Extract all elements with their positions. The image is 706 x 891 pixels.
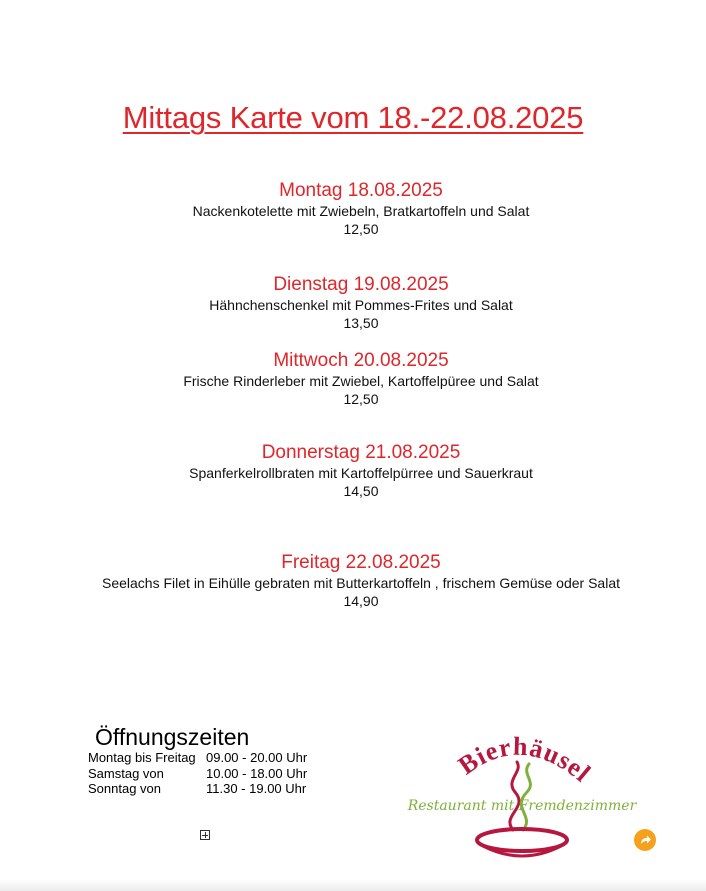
steam-swirl	[521, 764, 530, 830]
dish-price: 12,50	[343, 391, 379, 407]
share-button[interactable]	[634, 829, 656, 851]
hours-time: 10.00 - 18.00 Uhr	[206, 765, 308, 781]
menu-title: Mittags Karte vom 18.-22.08.2025	[122, 100, 584, 135]
day-thursday	[0, 442, 706, 500]
opening-hours	[88, 724, 307, 797]
hours-row	[88, 766, 307, 782]
day-name: Donnerstag 21.08.2025	[261, 442, 461, 463]
opening-hours-title: Öffnungszeiten	[95, 724, 250, 750]
hours-time: 11.30 - 19.00 Uhr	[206, 781, 307, 796]
hours-row	[88, 750, 307, 766]
dish-description: Frische Rinderleber mit Zwiebel, Kartoffelpüree und Salat	[183, 373, 539, 389]
day-name: Dienstag 19.08.2025	[273, 274, 449, 295]
hours-time: 09.00 - 20.00 Uhr	[206, 750, 308, 765]
hours-row	[88, 781, 307, 797]
share-arrow-icon	[638, 833, 652, 847]
page-bottom-edge	[0, 879, 706, 891]
day-friday	[0, 552, 706, 610]
dish-description: Nackenkotelette mit Zwiebeln, Bratkartoffeln und Salat	[192, 203, 530, 219]
dish-description: Hähnchenschenkel mit Pommes-Frites und Salat	[209, 297, 513, 313]
dish-description: Spanferkelrollbraten mit Kartoffelpürree und Sauerkraut	[189, 465, 533, 481]
plate-shape	[477, 829, 567, 851]
dish-price: 13,50	[343, 315, 379, 331]
logo-name: Bierhäusel	[452, 731, 597, 789]
day-wednesday	[0, 350, 706, 408]
dish-price: 12,50	[343, 221, 379, 237]
logo-tagline: Restaurant mit Fremdenzimmer	[407, 798, 637, 814]
day-name: Montag 18.08.2025	[279, 180, 443, 201]
day-name: Freitag 22.08.2025	[281, 552, 441, 573]
dish-description: Seelachs Filet in Eihülle gebraten mit Butterkartoffeln , frischem Gemüse oder Salat	[102, 575, 620, 591]
day-monday	[0, 180, 706, 238]
hours-label: Samstag von	[88, 765, 164, 781]
dish-price: 14,90	[343, 593, 379, 609]
bierhaeusel-logo	[405, 730, 640, 860]
expand-icon[interactable]	[200, 830, 210, 840]
day-tuesday	[0, 274, 706, 332]
hours-label: Montag bis Freitag	[88, 750, 196, 765]
dish-price: 14,50	[343, 483, 379, 499]
steam-swirl	[510, 762, 519, 830]
hours-label: Sonntag von	[88, 781, 162, 796]
day-name: Mittwoch 20.08.2025	[273, 350, 449, 371]
